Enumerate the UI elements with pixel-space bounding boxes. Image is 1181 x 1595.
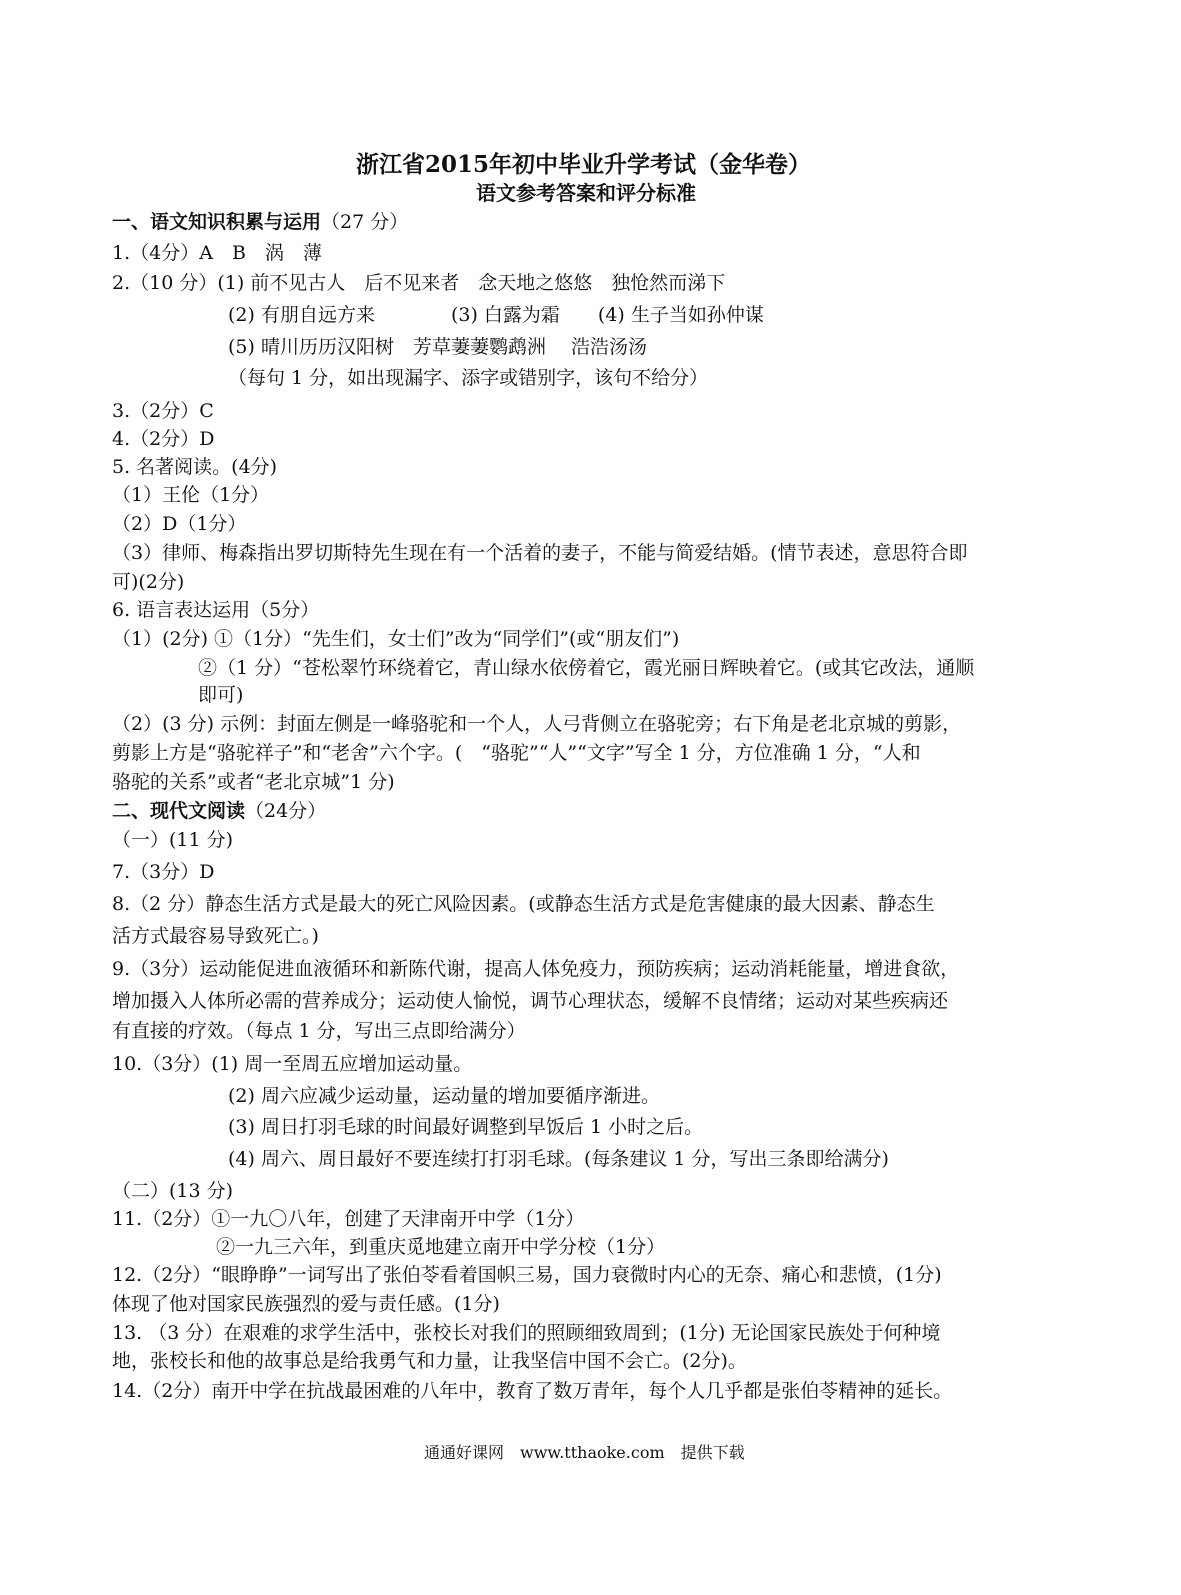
answer-line: 8.（2 分）静态生活方式是最大的死亡风险因素。(或静态生活方式是危害健康的最大因素、静态生 bbox=[112, 893, 935, 915]
answer-line: 地，张校长和他的故事总是给我勇气和力量，让我坚信中国不会亡。(2分)。 bbox=[112, 1350, 747, 1372]
answer-line: （1）王伦（1分） bbox=[112, 484, 270, 506]
answer-line: （二）(13 分) bbox=[112, 1180, 234, 1202]
answer-line: （1）(2分) ①（1分）“先生们，女士们”改为“同学们”(或“朋友们”) bbox=[112, 628, 680, 650]
answer-line: 5. 名著阅读。(4分) bbox=[112, 456, 278, 478]
section-heading-1-text: 一、语文知识积累与运用 bbox=[112, 211, 322, 233]
answer-line: 剪影上方是“骆驼祥子”和“老舍”六个字。( “骆驼”“人”“文字”写全 1 分，方位准确 1 分，“人和 bbox=[112, 742, 921, 764]
answer-line: （每句 1 分，如出现漏字、添字或错别字，该句不给分） bbox=[228, 367, 709, 389]
answer-line: 活方式最容易导致死亡。) bbox=[112, 925, 319, 947]
answer-line: (3) 周日打羽毛球的时间最好调整到早饭后 1 小时之后。 bbox=[228, 1116, 704, 1138]
answer-line: ②（1 分）“苍松翠竹环绕着它，青山绿水依傍着它，霞光丽日辉映着它。(或其它改法，通顺 bbox=[198, 657, 975, 679]
answer-line: 可)(2分) bbox=[112, 571, 185, 593]
answer-line: 10.（3分）(1) 周一至周五应增加运动量。 bbox=[112, 1053, 473, 1075]
answer-line: （3）律师、梅森指出罗切斯特先生现在有一个活着的妻子，不能与简爱结婚。(情节表述，意思符合即 bbox=[112, 542, 968, 564]
answer-line: 7.（3分）D bbox=[112, 861, 215, 883]
answer-line: 1.（4分）A B 涡 薄 bbox=[112, 242, 322, 264]
section-heading-2 bbox=[112, 798, 326, 824]
answer-line: 4.（2分）D bbox=[112, 428, 215, 450]
answer-line: 3.（2分）C bbox=[112, 400, 214, 422]
section-heading-1 bbox=[112, 209, 408, 235]
answer-line: 即可) bbox=[198, 684, 244, 706]
answer-line: 2.（10 分）(1) 前不见古人 后不见来者 念天地之悠悠 独怆然而涕下 bbox=[112, 272, 726, 294]
answer-line: 骆驼的关系”或者“老北京城”1 分) bbox=[112, 771, 395, 793]
answer-line: （2）(3 分) 示例：封面左侧是一峰骆驼和一个人，人弓背侧立在骆驼旁；右下角是老北京城的剪影， bbox=[112, 713, 962, 735]
answer-line: 11.（2分）①一九〇八年，创建了天津南开中学（1分） bbox=[112, 1208, 585, 1230]
answer-line: 体现了他对国家民族强烈的爱与责任感。(1分) bbox=[112, 1293, 500, 1315]
answer-line: 12.（2分）“眼睁睁”一词写出了张伯苓看着国帜三易，国力衰微时内心的无奈、痛心和悲愤，(1分) bbox=[112, 1264, 942, 1286]
answer-line: (5) 晴川历历汉阳树 芳草萋萋鹦鹉洲 浩浩汤汤 bbox=[228, 336, 647, 358]
answer-line: （2）D（1分） bbox=[112, 513, 247, 535]
section-heading-1-score: （27 分） bbox=[321, 211, 409, 233]
footer-credit: 通通好课网 www.tthaoke.com 提供下载 bbox=[424, 1443, 745, 1462]
answer-line: 6. 语言表达运用（5分） bbox=[112, 599, 320, 621]
answer-line: (2) 有朋自远方来 (3) 白露为霜 (4) 生子当如孙仲谋 bbox=[228, 304, 764, 326]
section-heading-2-score: （24分） bbox=[245, 800, 327, 822]
answer-line: （一）(11 分) bbox=[112, 829, 234, 851]
document-subtitle: 语文参考答案和评分标准 bbox=[476, 181, 696, 205]
document-title: 浙江省2015年初中毕业升学考试（金华卷） bbox=[356, 151, 812, 178]
answer-line: 增加摄入人体所必需的营养成分；运动使人愉悦，调节心理状态，缓解不良情绪；运动对某些疾病还 bbox=[112, 990, 949, 1012]
answer-line: (2) 周六应减少运动量，运动量的增加要循序渐进。 bbox=[228, 1085, 660, 1107]
answer-line: ②一九三六年，到重庆觅地建立南开中学分校（1分） bbox=[216, 1236, 666, 1258]
answer-line: 13. （3 分）在艰难的求学生活中，张校长对我们的照顾细致周到；(1分) 无论国家民族处于何种境 bbox=[112, 1322, 941, 1344]
answer-line: (4) 周六、周日最好不要连续打打羽毛球。(每条建议 1 分，写出三条即给满分) bbox=[228, 1148, 889, 1170]
answer-line: 有直接的疗效。（每点 1 分，写出三点即给满分） bbox=[112, 1020, 526, 1042]
answer-line: 9.（3分）运动能促进血液循环和新陈代谢，提高人体免疫力，预防疾病；运动消耗能量，增进食欲， bbox=[112, 958, 960, 980]
answer-line: 14.（2分）南开中学在抗战最困难的八年中，教育了数万青年，每个人几乎都是张伯苓精神的延长。 bbox=[112, 1380, 953, 1402]
section-heading-2-text: 二、现代文阅读 bbox=[112, 800, 246, 822]
